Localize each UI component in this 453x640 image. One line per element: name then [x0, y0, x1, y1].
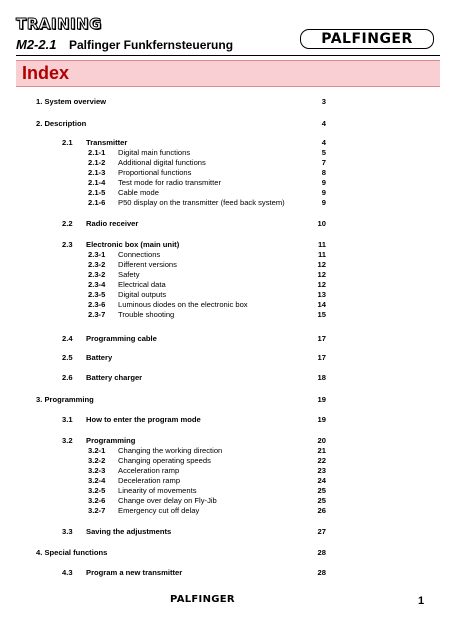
toc-entry-title: Emergency cut off delay: [118, 506, 200, 515]
toc-entry-title: Cable mode: [118, 188, 159, 197]
toc-entry-number: 3.2-3: [88, 466, 106, 475]
toc-entry-number: 2.1-1: [88, 148, 106, 157]
toc-entry-page: 28: [317, 568, 326, 577]
toc-entry-number: 3.2-4: [88, 476, 106, 485]
footer-logo: PALFINGER: [170, 594, 235, 605]
toc-entry-title: Electrical data: [118, 280, 166, 289]
toc-entry-number: 2.3: [62, 240, 73, 249]
toc-entry-page: 22: [317, 456, 326, 465]
toc-entry-number: 3.2-7: [88, 506, 106, 515]
toc-entry-title: Battery charger: [86, 373, 143, 382]
toc-entry-title: Deceleration ramp: [118, 476, 181, 485]
toc-entry-page: 11: [317, 250, 326, 259]
toc-entry-number: 3.2-1: [88, 446, 106, 455]
toc-entry-page: 28: [317, 548, 326, 557]
toc-entry-page: 4: [321, 138, 326, 147]
toc-entry-page: 13: [317, 290, 326, 299]
toc-entry-page: 17: [317, 353, 326, 362]
toc-entry-page: 18: [317, 373, 326, 382]
toc-entry-number: 2.3-7: [88, 310, 106, 319]
toc-entry-number: 2.3-2: [88, 270, 106, 279]
toc-entry-title: Trouble shooting: [118, 310, 175, 319]
toc-entry-number: 3.2-2: [88, 456, 106, 465]
toc-entry-number: 3.2: [62, 436, 73, 445]
toc-entry-page: 11: [317, 240, 326, 249]
page-title: Index: [22, 63, 70, 83]
toc-entry-page: 20: [317, 436, 326, 445]
toc-entry-page: 25: [317, 496, 326, 505]
toc-entry-page: 14: [317, 300, 326, 309]
toc-entry-page: 15: [317, 310, 326, 319]
training-logo: TRAINING: [16, 15, 102, 33]
toc-entry-title: Safety: [118, 270, 140, 279]
toc-entry-page: 12: [317, 280, 326, 289]
toc-entry-page: 21: [317, 446, 326, 455]
toc-entry-number: 2.1-2: [88, 158, 106, 167]
toc-entry-number: 2.1-5: [88, 188, 106, 197]
toc-entry-number: 2.3-5: [88, 290, 106, 299]
toc-entry-page: 23: [317, 466, 326, 475]
toc-entry-title: Programming: [86, 436, 136, 445]
toc-entry-title: P50 display on the transmitter (feed back system): [118, 198, 285, 207]
toc-entry-number: 2.3-6: [88, 300, 106, 309]
toc-entry-title: Changing the working direction: [118, 446, 223, 455]
document-code: M2-2.1: [16, 37, 57, 52]
toc-entry-page: 10: [317, 219, 326, 228]
toc-entry-title: Proportional functions: [118, 168, 192, 177]
toc-entry-title: 4. Special functions: [36, 548, 108, 557]
page-number: 1: [418, 595, 425, 607]
toc-entry-page: 4: [321, 119, 326, 128]
toc-entry-number: 2.1-6: [88, 198, 106, 207]
toc-entry-title: Program a new transmitter: [86, 568, 183, 577]
toc-entry-number: 3.2-6: [88, 496, 106, 505]
toc-entry-number: 4.3: [62, 568, 73, 577]
toc-entry-title: Transmitter: [86, 138, 128, 147]
toc-entry-title: Saving the adjustments: [86, 527, 172, 536]
toc-entry-title: Acceleration ramp: [118, 466, 180, 475]
toc-entry-title: Change over delay on Fly-Jib: [118, 496, 217, 505]
toc-entry-title: Battery: [86, 353, 113, 362]
toc-entry-page: 17: [317, 334, 326, 343]
toc-entry-page: 7: [321, 158, 326, 167]
toc-entry-title: Changing operating speeds: [118, 456, 211, 465]
toc-entry-title: Digital main functions: [118, 148, 191, 157]
toc-entry-page: 25: [317, 486, 326, 495]
toc-entry-number: 3.3: [62, 527, 73, 536]
toc-entry-page: 9: [321, 178, 326, 187]
toc-entry-number: 2.6: [62, 373, 73, 382]
toc-entry-title: Different versions: [118, 260, 177, 269]
toc-entry-title: Electronic box (main unit): [86, 240, 180, 249]
toc-entry-number: 2.5: [62, 353, 73, 362]
toc-entry-number: 2.3-1: [88, 250, 106, 259]
toc-entry-page: 27: [317, 527, 326, 536]
toc-entry-title: Connections: [118, 250, 161, 259]
toc-entry-page: 24: [317, 476, 326, 485]
toc-entry-title: Additional digital functions: [118, 158, 206, 167]
toc-entry-page: 12: [317, 260, 326, 269]
document-title: Palfinger Funkfernsteuerung: [69, 38, 234, 52]
toc-entry-page: 8: [321, 168, 326, 177]
toc-entry-number: 2.3-4: [88, 280, 106, 289]
toc-entry-page: 19: [317, 415, 326, 424]
toc-entry-page: 3: [321, 97, 326, 106]
toc-entry-title: Programming cable: [86, 334, 157, 343]
toc-entry-title: Test mode for radio transmitter: [118, 178, 221, 187]
palfinger-logo-text: PALFINGER: [321, 31, 413, 47]
toc-entry-title: 2. Description: [36, 119, 87, 128]
toc-entry-number: 2.2: [62, 219, 73, 228]
toc-entry-page: 5: [321, 148, 326, 157]
toc-entry-title: Luminous diodes on the electronic box: [118, 300, 248, 309]
toc-entry-title: Linearity of movements: [118, 486, 197, 495]
toc-entry-page: 9: [321, 198, 326, 207]
toc-entry-title: 3. Programming: [36, 395, 94, 404]
toc-entry-page: 26: [317, 506, 326, 515]
toc-entry-title: 1. System overview: [36, 97, 107, 106]
toc-entry-title: How to enter the program mode: [86, 415, 201, 424]
toc-entry-page: 12: [317, 270, 326, 279]
toc-entry-page: 9: [321, 188, 326, 197]
toc-entry-page: 19: [317, 395, 326, 404]
toc-entry-number: 2.1-4: [88, 178, 106, 187]
toc-entry-number: 2.3-2: [88, 260, 106, 269]
toc-entry-number: 2.1-3: [88, 168, 106, 177]
toc-entry-number: 3.1: [62, 415, 73, 424]
toc-entry-title: Radio receiver: [86, 219, 139, 228]
toc-entry-number: 2.4: [62, 334, 73, 343]
toc-entry-number: 3.2-5: [88, 486, 106, 495]
toc-entry-number: 2.1: [62, 138, 73, 147]
toc-entry-title: Digital outputs: [118, 290, 167, 299]
